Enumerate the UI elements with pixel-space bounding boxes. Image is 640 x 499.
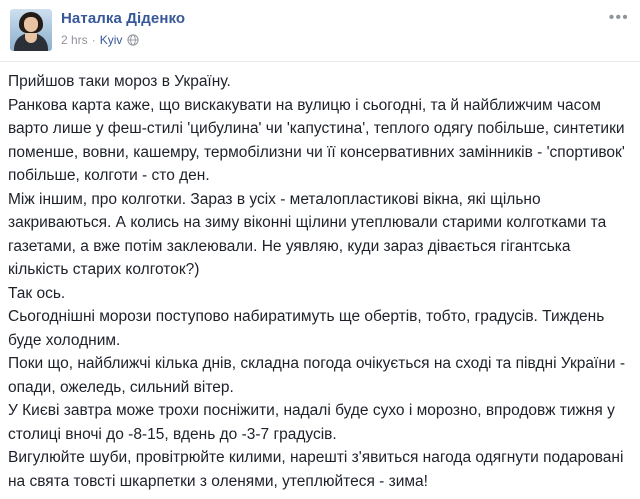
- post-header-text: [61, 8, 185, 47]
- post-paragraph: Прийшов таки мороз в Україну.: [8, 73, 231, 90]
- post-paragraph: У Києві завтра може трохи посніжити, надалі буде сухо і морозно, впродовж тижня у столиці вночі до -8-15, вдень до -3-7 градусів.: [8, 402, 615, 443]
- post-paragraph: Між іншим, про колготки. Зараз в усіх - металопластикові вікна, які щільно закриваються. А колись на зиму віконні щілини утеплювали старими колготками та газетами, а вже потім заклеювали. Не уявляю, куди зараз дівається гігантська кількість старих колготок?): [8, 190, 607, 278]
- post-header: [0, 0, 640, 55]
- post-message-body: [0, 62, 640, 499]
- post-paragraph: Ранкова карта каже, що вискакувати на вулицю і сьогодні, та й найближчим часом варто лише у феш-стилі 'цибулина' чи 'капустина', теплого одягу побільше, синтетики поменше, вовни, кашемру, термобілизни чи її консервативних замінників - 'спортивок' побільше, колготи - сто ден.: [8, 96, 625, 184]
- avatar[interactable]: [10, 9, 52, 51]
- globe-icon[interactable]: [127, 34, 139, 46]
- avatar-face: [24, 17, 38, 32]
- post-author-name[interactable]: Наталка Діденко: [61, 10, 186, 27]
- post-more-options-label: •••: [608, 9, 630, 26]
- meta-separator-dot: ·: [91, 33, 96, 47]
- post-location[interactable]: Kyiv: [99, 33, 123, 47]
- post-paragraph: Вигулюйте шуби, провітрюйте килими, нарешті з'явиться нагода одягнути подаровані на свята товсті шкарпетки з оленями, утеплюйтеся - зима!: [8, 449, 624, 490]
- post-paragraph: Сьогоднішні морози поступово набиратимуть ще обертів, тобто, градусів. Тиждень буде холодним.: [8, 308, 605, 349]
- post-paragraph: Поки що, найближчі кілька днів, складна погода очікується на сході та півдні України - опади, ожеледь, сильний вітер.: [8, 355, 626, 396]
- post-meta: [61, 33, 185, 47]
- post-timestamp[interactable]: 2 hrs: [61, 33, 88, 47]
- post-more-options-button[interactable]: [608, 10, 630, 26]
- post-paragraph: Так ось.: [8, 284, 66, 302]
